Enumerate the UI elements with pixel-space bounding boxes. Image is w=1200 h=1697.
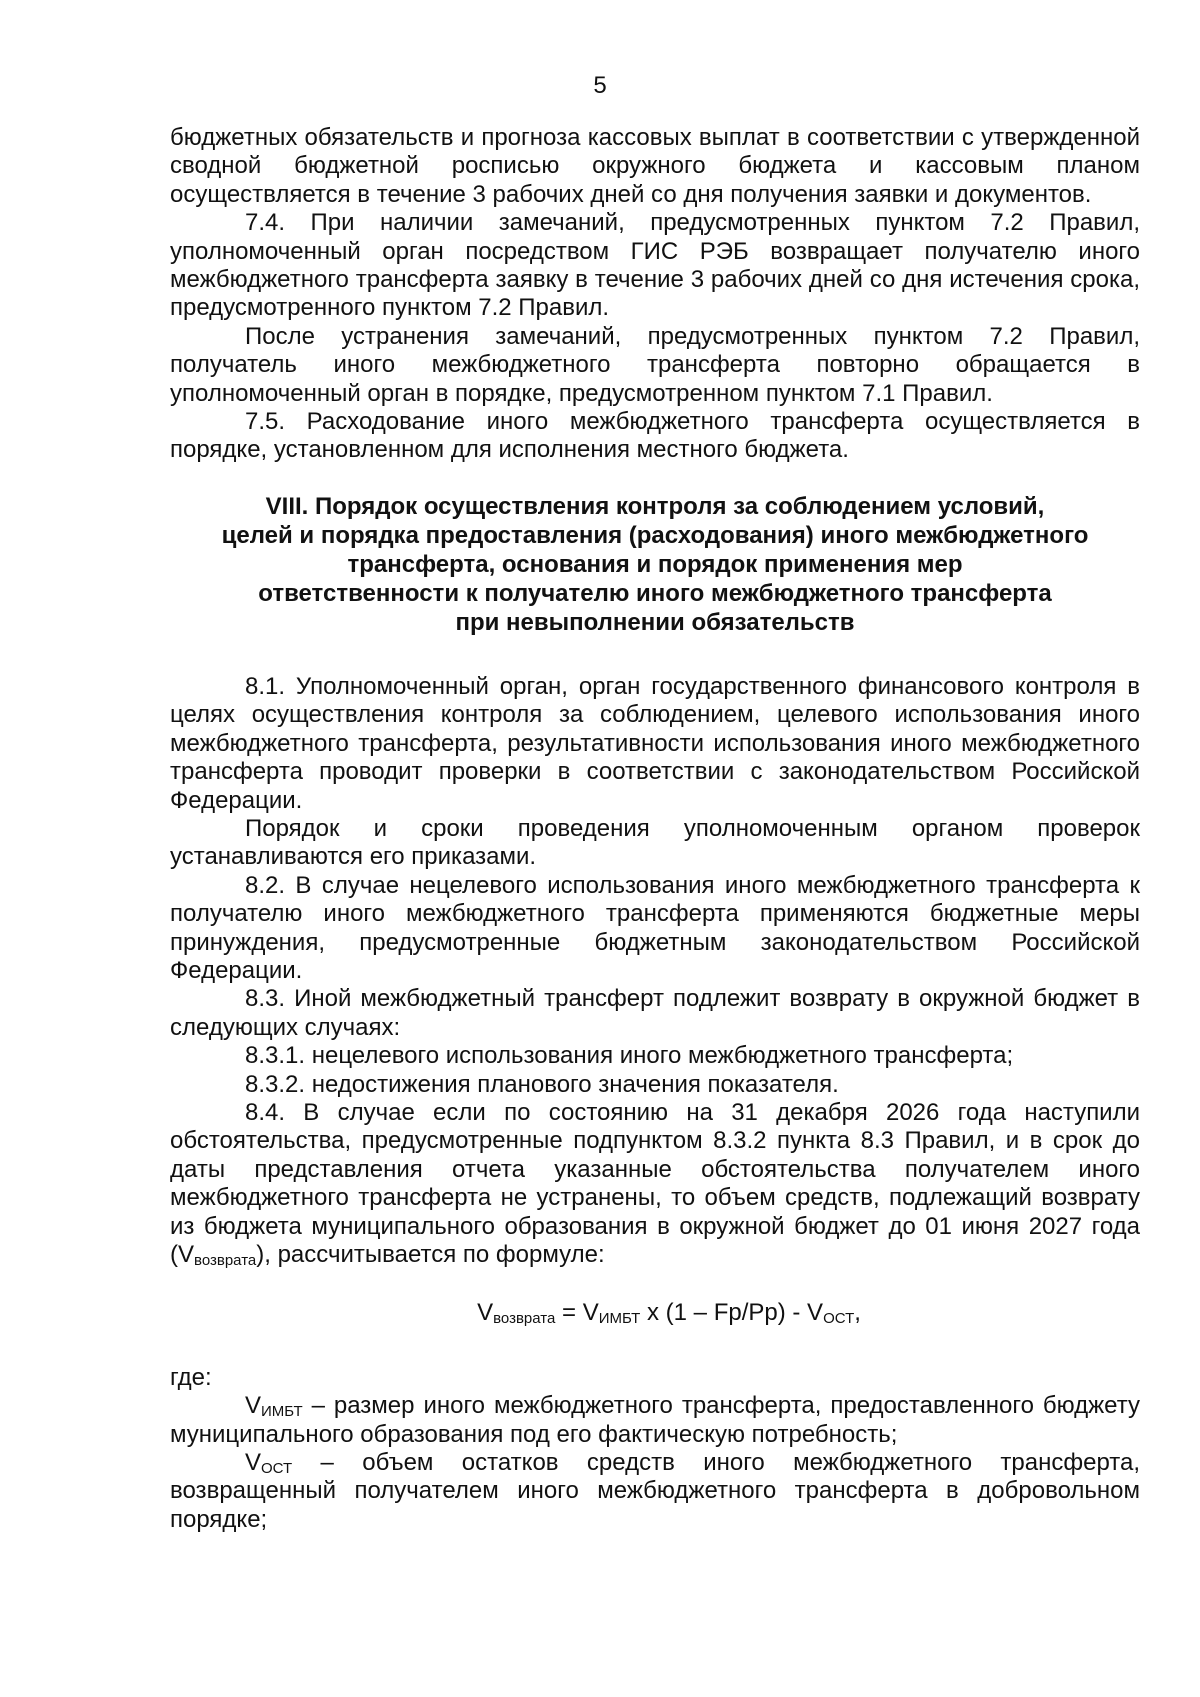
formula-tail: , [854, 1299, 861, 1327]
paragraph-8-1: 8.1. Уполномоченный орган, орган государственного финансового контроля в целях осуществления контроля за соблюдением, целевого использования иного межбюджетного трансферта, результативности использования иного межбюджетного трансферта проводит проверки в соответствии с законодательством Российской Федерации. [170, 672, 1140, 814]
formula-v-return: V [477, 1299, 494, 1327]
heading-line: трансферта, основания и порядок применения мер [347, 550, 963, 578]
definition-v-imbt-symbol: V [245, 1392, 262, 1420]
definition-v-ost-sub: ОСТ [261, 1460, 293, 1478]
paragraph-8-4 [170, 1099, 1140, 1269]
paragraph-8-4-end: ), рассчитывается по формуле: [256, 1241, 605, 1268]
section-8-heading [170, 492, 1140, 637]
heading-line: VIII. Порядок осуществления контроля за соблюдением условий, [265, 492, 1045, 520]
page-number: 5 [593, 72, 607, 99]
paragraph-7-4-remedy: После устранения замечаний, предусмотренных пунктом 7.2 Правил, получатель иного межбюджетного трансферта повторно обращается в уполномоченный орган в порядке, предусмотренном пунктом 7.1 Правил. [170, 322, 1140, 407]
paragraph-7-4: 7.4. При наличии замечаний, предусмотренных пунктом 7.2 Правил, уполномоченный орган посредством ГИС РЭБ возвращает получателю иного межбюджетного трансферта заявку в течение 3 рабочих дней со дня истечения срока, предусмотренного пунктом 7.2 Правил. [170, 209, 1140, 322]
formula-v-imbt: V [582, 1299, 599, 1327]
formula-v-ost-sub: ОСТ [823, 1310, 855, 1328]
formula-v-ost: V [807, 1299, 824, 1327]
formula-middle: х (1 – Fр/Рр) - [640, 1299, 808, 1327]
definition-v-imbt [170, 1392, 1140, 1449]
paragraph-8-3-2: 8.3.2. недостижения планового значения показателя. [245, 1070, 839, 1098]
definition-v-imbt-sub: ИМБТ [261, 1403, 303, 1421]
paragraph-8-3: 8.3. Иной межбюджетный трансферт подлежит возврату в окружной бюджет в следующих случаях: [170, 985, 1140, 1041]
paragraph-8-2: 8.2. В случае нецелевого использования иного межбюджетного трансферта к получателю иного межбюджетного трансферта применяются бюджетные меры принуждения, предусмотренные бюджетным законодательством Российской Федерации. [170, 871, 1140, 984]
definition-v-ost [170, 1449, 1140, 1534]
definition-v-ost-symbol: V [245, 1449, 262, 1477]
where-label: где: [170, 1363, 212, 1391]
paragraph-8-4-text: 8.4. В случае если по состоянию на 31 декабря 2026 года наступили обстоятельства, предусмотренные подпунктом 8.3.2 пункта 8.3 Правил, и в срок до даты представления отчета указанные обстоятельства получателем иного межбюджетного трансферта не устранены, то объем средств, подлежащий возврату из бюджета муниципального образования в окружной бюджет до 01 июня 2027 года ( [170, 1098, 1140, 1268]
paragraph-continuation: бюджетных обязательств и прогноза кассовых выплат в соответствии с утвержденной сводной бюджетной росписью окружного бюджета и кассовым планом осуществляется в течение 3 рабочих дней со дня получения заявки и документов. [170, 124, 1140, 208]
heading-line: при невыполнении обязательств [455, 608, 855, 636]
paragraph-8-3-1: 8.3.1. нецелевого использования иного межбюджетного трансферта; [245, 1042, 1014, 1070]
return-formula [170, 1299, 1140, 1327]
paragraph-8-1-order: Порядок и сроки проведения уполномоченным органом проверок устанавливаются его приказами. [170, 814, 1140, 871]
formula-v-return-sub: возврата [493, 1310, 556, 1328]
paragraph-7-5: 7.5. Расходование иного межбюджетного трансферта осуществляется в порядке, установленном для исполнения местного бюджета. [170, 408, 1140, 464]
definition-v-ost-text: – объем остатков средств иного межбюджетного трансферта, возвращенный получателем иного межбюджетного трансферта в добровольном порядке; [170, 1449, 1140, 1533]
heading-line: ответственности к получателю иного межбюджетного трансферта [258, 579, 1052, 607]
formula-equals: = [555, 1299, 583, 1327]
formula-v-imbt-sub: ИМБТ [598, 1310, 641, 1328]
heading-line: целей и порядка предоставления (расходования) иного межбюджетного [221, 521, 1089, 549]
v-return-subscript: возврата [194, 1252, 257, 1269]
definition-v-imbt-text: – размер иного межбюджетного трансферта, предоставленного бюджету муниципального образования под его фактическую потребность; [170, 1392, 1140, 1448]
document-body [170, 124, 1140, 1534]
v-return-symbol: V [178, 1241, 195, 1268]
